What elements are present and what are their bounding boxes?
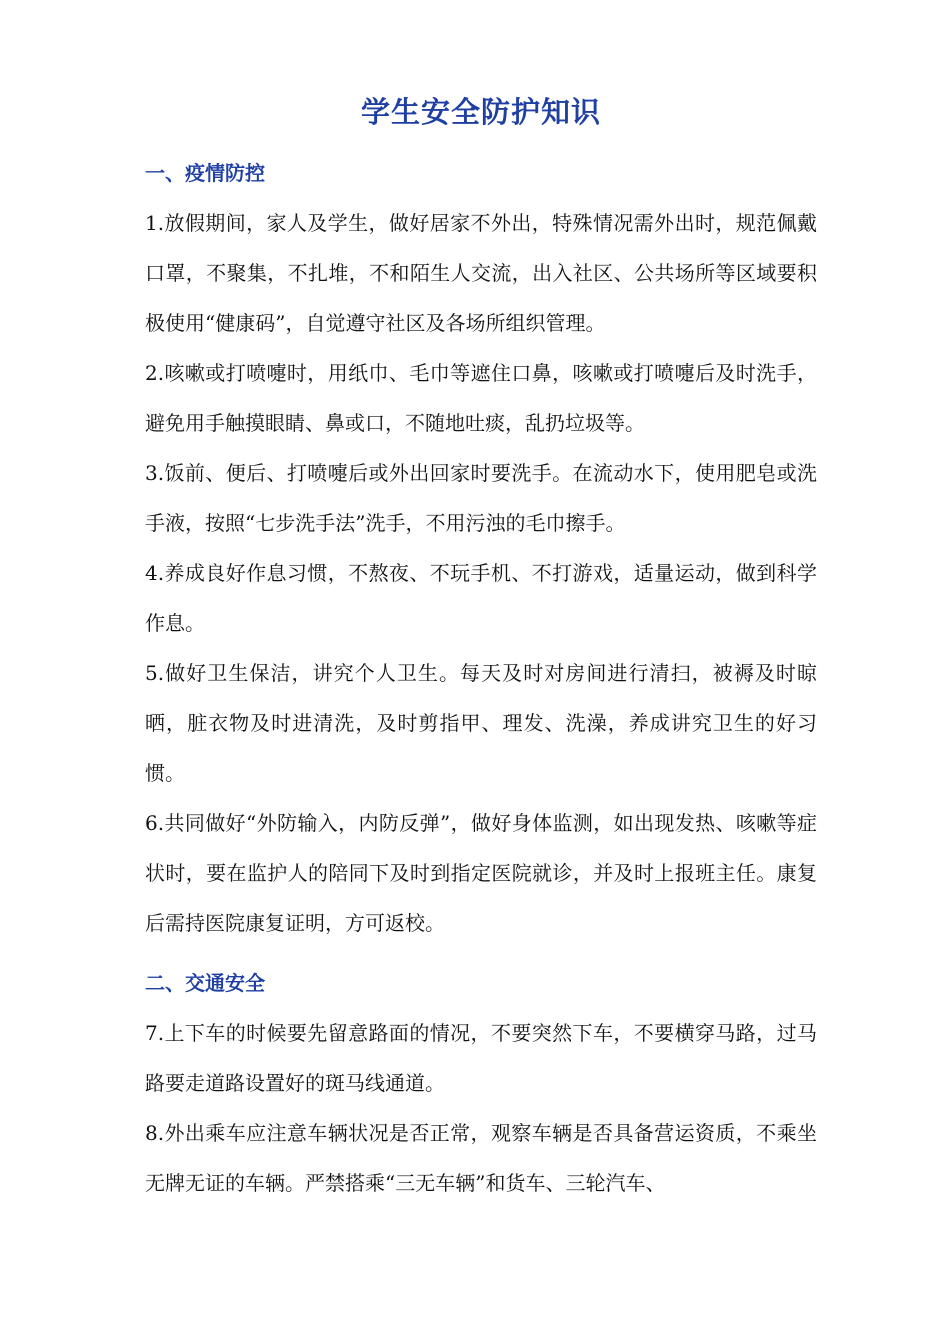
section-heading: 一、疫情防控 bbox=[145, 161, 265, 185]
paragraph-item-6: 6.共同做好“外防输入，内防反弹”，做好身体监测，如出现发热、咳嗽等症状时，要在监护人的陪同下及时到指定医院就诊，并及时上报班主任。康复后需持医院康复证明，方可返校。 bbox=[145, 811, 817, 935]
section-heading: 二、交通安全 bbox=[145, 971, 265, 995]
section-traffic-safety bbox=[145, 948, 817, 1208]
paragraph-item-3: 3.饭前、便后、打喷嚏后或外出回家时要洗手。在流动水下，使用肥皂或洗手液，按照“七步洗手法”洗手，不用污浊的毛巾擦手。 bbox=[145, 461, 817, 535]
section-epidemic-prevention bbox=[145, 138, 817, 948]
paragraph-item-5: 5.做好卫生保洁，讲究个人卫生。每天及时对房间进行清扫，被褥及时晾晒，脏衣物及时进清洗，及时剪指甲、理发、洗澡，养成讲究卫生的好习惯。 bbox=[145, 661, 817, 785]
paragraph-item-8: 8.外出乘车应注意车辆状况是否正常，观察车辆是否具备营运资质，不乘坐无牌无证的车辆。严禁搭乘“三无车辆”和货车、三轮汽车、 bbox=[145, 1121, 817, 1195]
paragraph-item-1: 1.放假期间，家人及学生，做好居家不外出，特殊情况需外出时，规范佩戴口罩，不聚集，不扎堆，不和陌生人交流，出入社区、公共场所等区域要积极使用“健康码”，自觉遵守社区及各场所组织管理。 bbox=[145, 211, 817, 335]
document-body bbox=[145, 86, 817, 1208]
paragraph-item-4: 4.养成良好作息习惯，不熬夜、不玩手机、不打游戏，适量运动，做到科学作息。 bbox=[145, 561, 817, 635]
paragraph-item-7: 7.上下车的时候要先留意路面的情况，不要突然下车，不要横穿马路，过马路要走道路设置好的斑马线通道。 bbox=[145, 1021, 817, 1095]
document-title: 学生安全防护知识 bbox=[360, 95, 601, 129]
paragraph-item-2: 2.咳嗽或打喷嚏时，用纸巾、毛巾等遮住口鼻，咳嗽或打喷嚏后及时洗手，避免用手触摸眼睛、鼻或口，不随地吐痰，乱扔垃圾等。 bbox=[145, 361, 817, 435]
